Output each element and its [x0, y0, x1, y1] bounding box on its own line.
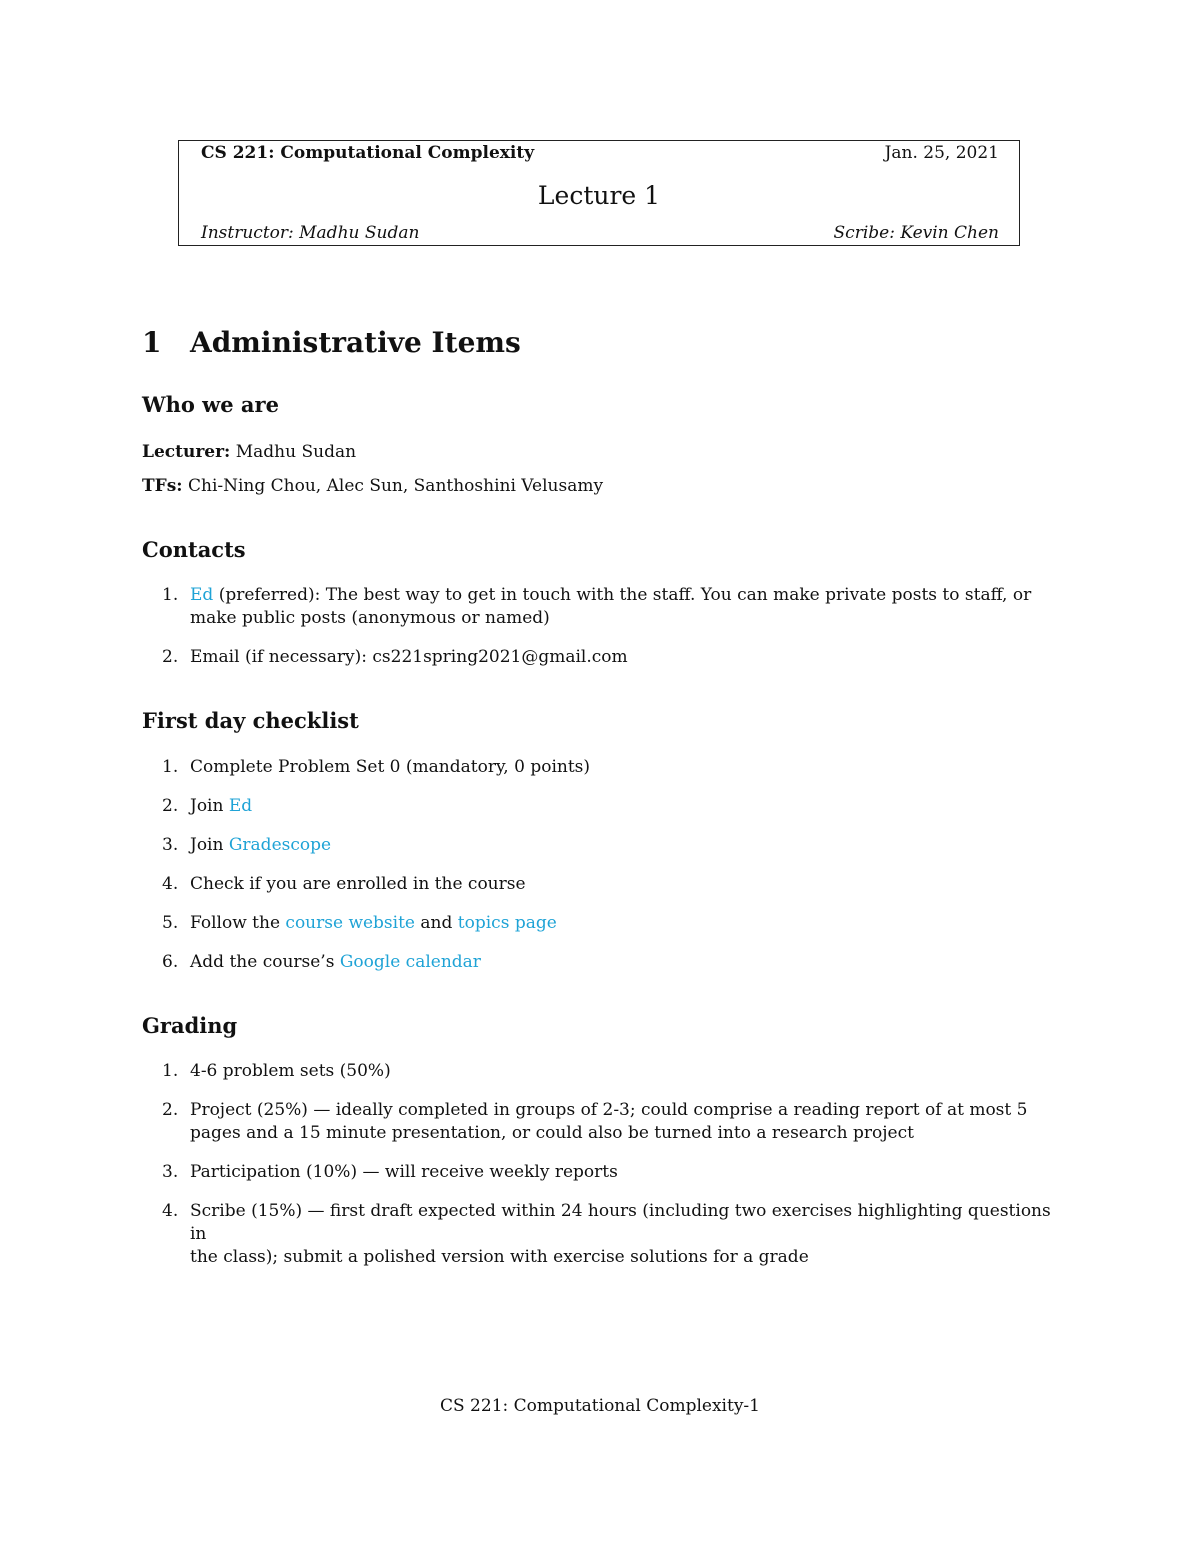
list-index: 3. — [162, 1162, 179, 1182]
list-item-text: Participation (10%) — will receive weekly reports — [190, 1162, 618, 1182]
list-item — [142, 951, 1062, 974]
list-item — [142, 1099, 1062, 1145]
course-title: CS 221: Computational Complexity — [201, 143, 535, 163]
lecture-header-box — [178, 140, 1020, 246]
list-item-text: Add the course’s — [190, 952, 340, 972]
lecturer-label: Lecturer: — [142, 442, 231, 462]
list-item-text: Join — [190, 796, 229, 816]
list-item — [142, 584, 1062, 630]
list-item — [142, 646, 1062, 669]
list-index: 6. — [162, 952, 179, 972]
list-item-text: pages and a 15 minute presentation, or could also be turned into a research project — [190, 1123, 914, 1143]
scribe: Scribe: Kevin Chen — [833, 223, 999, 243]
list-item — [142, 1200, 1062, 1269]
list-item-text: and — [415, 913, 458, 933]
list-index: 1. — [162, 585, 179, 605]
list-item-text: (preferred): The best way to get in touch with the staff. You can make private posts to staff, or — [213, 585, 1032, 605]
checklist-list — [142, 756, 1062, 974]
list-item — [142, 1161, 1062, 1184]
contacts-list — [142, 584, 1062, 669]
gradescope-link[interactable]: Gradescope — [228, 835, 332, 855]
list-item-text: Scribe (15%) — first draft expected within 24 hours (including two exercises highlighting questions in — [190, 1201, 1051, 1244]
tfs-line — [142, 476, 603, 496]
tfs-value: Chi-Ning Chou, Alec Sun, Santhoshini Velusamy — [187, 476, 604, 496]
list-item — [142, 756, 1062, 779]
list-item — [142, 795, 1062, 818]
subsection-grading: Grading — [142, 1013, 238, 1038]
instructor: Instructor: Madhu Sudan — [201, 223, 420, 243]
tfs-label: TFs: — [142, 476, 183, 496]
list-item-text: Project (25%) — ideally completed in groups of 2-3; could comprise a reading report of at most 5 — [190, 1100, 1028, 1120]
lecture-title: Lecture 1 — [537, 181, 661, 210]
section-heading — [142, 326, 521, 359]
subsection-checklist: First day checklist — [142, 708, 359, 733]
list-index: 5. — [162, 913, 179, 933]
ed-link[interactable]: Ed — [190, 585, 214, 605]
google-calendar-link[interactable]: Google calendar — [339, 952, 481, 972]
topics-page-link[interactable]: topics page — [457, 913, 557, 933]
list-item-text: Complete Problem Set 0 (mandatory, 0 points) — [190, 757, 591, 777]
list-item — [142, 873, 1062, 896]
section-title: Administrative Items — [190, 326, 521, 359]
lecturer-value: Madhu Sudan — [235, 442, 357, 462]
list-item-text: Check if you are enrolled in the course — [190, 874, 526, 894]
list-index: 1. — [162, 1061, 179, 1081]
lecturer-line — [142, 442, 356, 462]
lecture-date: Jan. 25, 2021 — [884, 143, 999, 163]
list-index: 4. — [162, 1201, 179, 1221]
list-item — [142, 1060, 1062, 1083]
list-item — [142, 912, 1062, 935]
list-item-text: Follow the — [190, 913, 286, 933]
list-index: 4. — [162, 874, 179, 894]
list-item-text: 4-6 problem sets (50%) — [190, 1061, 391, 1081]
page-footer: CS 221: Computational Complexity-1 — [440, 1396, 760, 1416]
list-item-text: the class); submit a polished version with exercise solutions for a grade — [190, 1247, 809, 1267]
list-item-text: Email (if necessary): cs221spring2021@gmail.com — [190, 647, 628, 667]
list-item-text: make public posts (anonymous or named) — [190, 608, 550, 628]
ed-link[interactable]: Ed — [228, 796, 253, 816]
list-item-text: Join — [190, 835, 229, 855]
subsection-contacts: Contacts — [142, 537, 246, 562]
course-website-link[interactable]: course website — [285, 913, 415, 933]
list-index: 2. — [162, 647, 179, 667]
subsection-who-we-are: Who we are — [142, 392, 279, 417]
grading-list — [142, 1060, 1062, 1269]
list-index: 3. — [162, 835, 179, 855]
list-index: 2. — [162, 796, 179, 816]
section-number: 1 — [142, 326, 162, 359]
list-item — [142, 834, 1062, 857]
list-index: 2. — [162, 1100, 179, 1120]
list-index: 1. — [162, 757, 179, 777]
